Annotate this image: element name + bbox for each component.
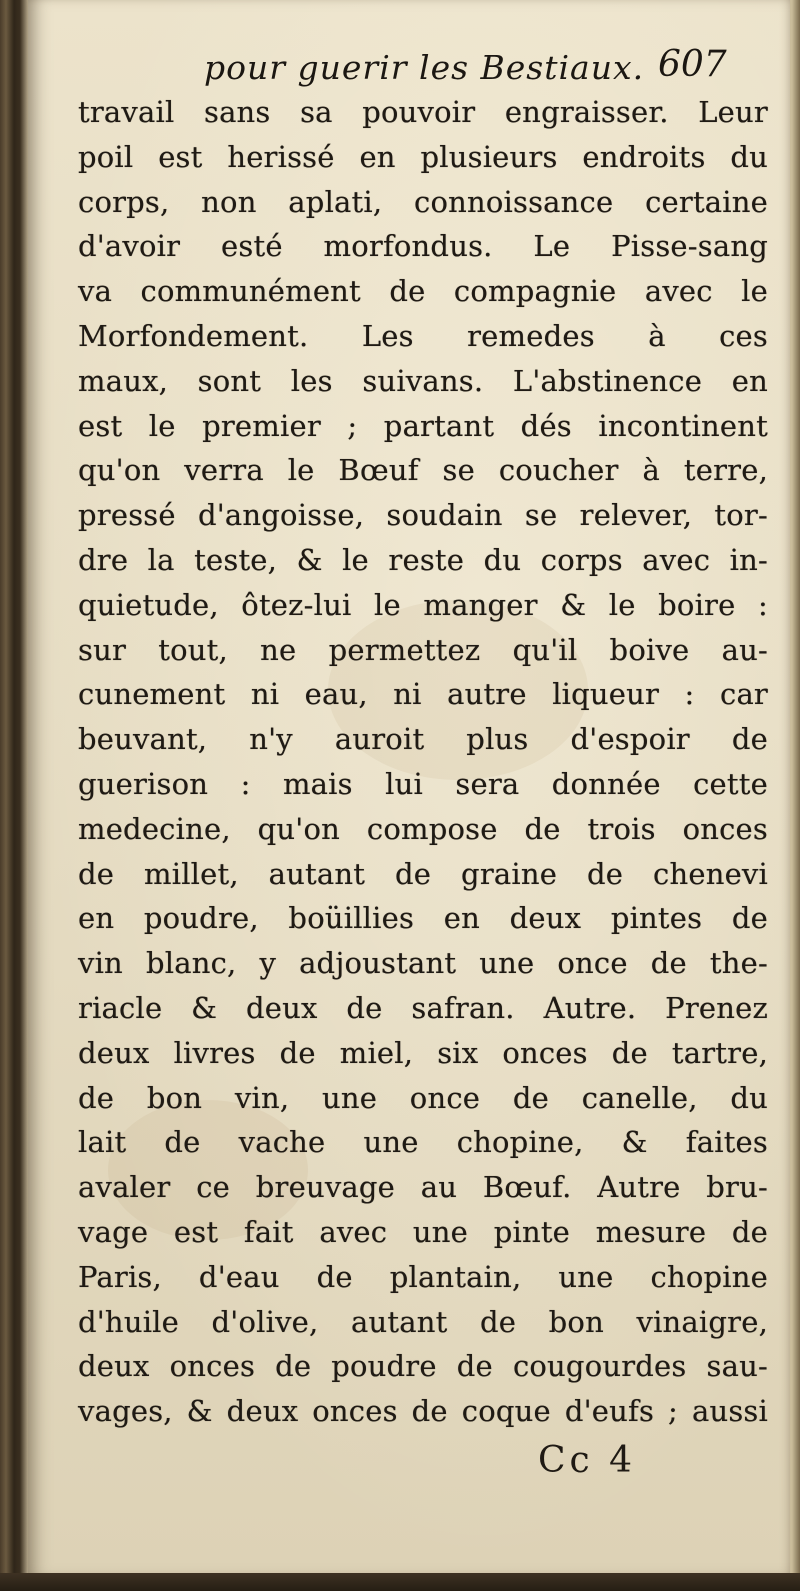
running-title: pour guerir les Bestiaux. [204, 48, 645, 87]
text-line: deux livres de miel, six onces de tartre, [78, 1035, 768, 1070]
text-line: corps, non aplati, connoissance certaine [78, 184, 768, 219]
text-line: poil est herissé en plusieurs endroits du [78, 139, 768, 174]
text-line: va communément de compagnie avec le [78, 274, 768, 309]
text-line: lait de vache une chopine, & faites [78, 1125, 768, 1160]
text-line: avaler ce breuvage au Bœuf. Autre bru- [78, 1170, 768, 1205]
text-line: vin blanc, y adjoustant une once de the- [78, 946, 768, 981]
text-line: pressé d'angoisse, soudain se relever, tor- [78, 498, 768, 533]
page-number: 607 [658, 44, 727, 85]
text-line: vages, & deux onces de coque d'eufs ; aussi [78, 1394, 768, 1429]
text-line: deux onces de poudre de cougourdes sau- [78, 1349, 768, 1384]
text-line: qu'on verra le Bœuf se coucher à terre, [78, 453, 768, 488]
text-line: d'avoir esté morfondus. Le Pisse-sang [78, 229, 768, 264]
book-page [28, 0, 790, 1575]
text-line: est le premier ; partant dés incontinent [78, 408, 768, 443]
text-line: vage est fait avec une pinte mesure de [78, 1214, 768, 1249]
text-line: medecine, qu'on compose de trois onces [78, 811, 768, 846]
text-line: d'huile d'olive, autant de bon vinaigre, [78, 1304, 768, 1339]
text-line: en poudre, boüillies en deux pintes de [78, 901, 768, 936]
text-line: Morfondement. Les remedes à ces [78, 318, 768, 353]
text-line: de millet, autant de graine de chenevi [78, 856, 768, 891]
text-line: riacle & deux de safran. Autre. Prenez [78, 990, 768, 1025]
body-text [78, 90, 768, 1434]
text-line: dre la teste, & le reste du corps avec in- [78, 542, 768, 577]
text-line: sur tout, ne permettez qu'il boive au- [78, 632, 768, 667]
page-bottom-edge [0, 1573, 800, 1591]
text-line: Paris, d'eau de plantain, une chopine [78, 1259, 768, 1294]
signature-mark: Cc 4 [538, 1440, 637, 1481]
text-line: guerison : mais lui sera donnée cette [78, 766, 768, 801]
text-line: maux, sont les suivans. L'abstinence en [78, 363, 768, 398]
text-line: de bon vin, une once de canelle, du [78, 1080, 768, 1115]
text-line: cunement ni eau, ni autre liqueur : car [78, 677, 768, 712]
text-line: quietude, ôtez-lui le manger & le boire : [78, 587, 768, 622]
text-line: beuvant, n'y auroit plus d'espoir de [78, 722, 768, 757]
running-head [28, 38, 790, 98]
text-line: travail sans sa pouvoir engraisser. Leur [78, 95, 768, 129]
